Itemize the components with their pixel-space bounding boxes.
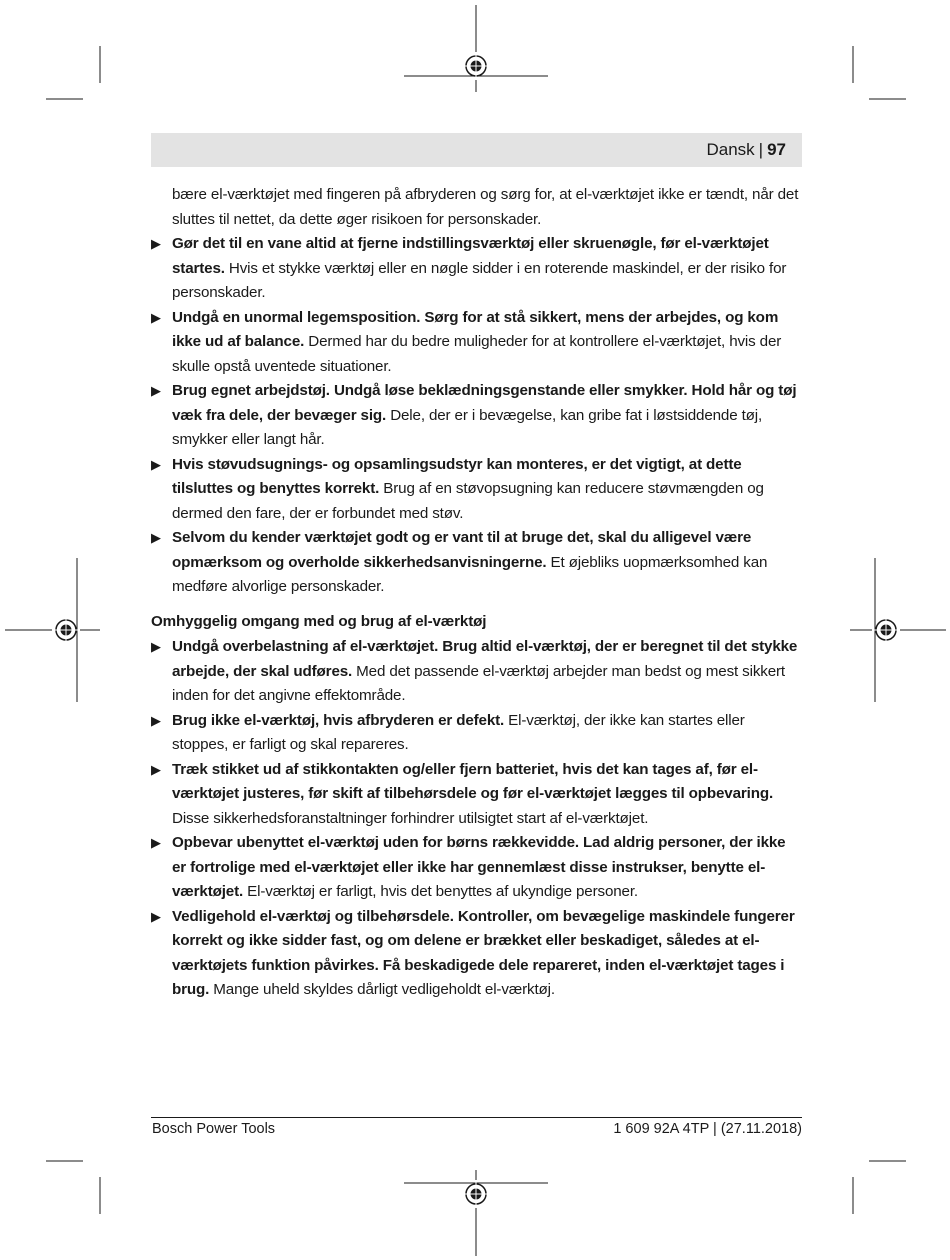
list-item — [151, 635, 802, 709]
triangle-right-icon: ▶ — [151, 530, 161, 545]
intro-continuation: bære el-værktøjet med fingeren på afbryderen og sørg for, at el-værktøjet ikke er tændt, når det sluttes til nettet, da dette øger risikoen for personskader. — [172, 186, 799, 228]
safety-list-a — [151, 232, 802, 600]
item-body-text: Disse sikkerhedsforanstaltninger forhindrer utilsigtet start af el-værktøjet. — [172, 809, 649, 827]
footer-doc-id: 1 609 92A 4TP | (27.11.2018) — [613, 1121, 802, 1137]
item-body-text: El-værktøj, der ikke kan startes eller stoppes, er farligt og skal repareres. — [172, 711, 745, 753]
page-number: 97 — [767, 140, 786, 159]
list-item — [151, 526, 802, 600]
item-bold-text: Brug ikke el-værktøj, hvis afbryderen er defekt. — [172, 711, 505, 729]
triangle-right-icon: ▶ — [151, 456, 161, 472]
page-body — [151, 183, 802, 1003]
triangle-right-icon: ▶ — [151, 908, 161, 924]
list-item — [151, 232, 802, 306]
item-bold-text: Gør det til en vane altid at fjerne indstillingsværktøj eller skruenøgle, før el-værktøjet startes. — [172, 235, 769, 277]
item-body-text: Med det passende el-værktøj arbejder man bedst og mest sikkert inden for det angivne effektområde. — [172, 662, 785, 704]
triangle-right-icon: ▶ — [151, 309, 161, 325]
item-bold-text: Vedligehold el-værktøj og tilbehørsdele. Kontroller, om bevægelige maskindele fungerer korrekt og ikke sidder fast, og om delene er brækket eller beskadiget, således at el-værktøjets funktion påvirkes. Få beskadigede dele repareret, inden el-værktøjet tages i brug. — [172, 907, 795, 998]
triangle-right-icon: ▶ — [151, 639, 161, 654]
list-item — [151, 831, 802, 905]
list-item — [151, 758, 802, 832]
item-bold-text: Hvis støvudsugnings- og opsamlingsudstyr kan monteres, er det vigtigt, at dette tilsluttes og benyttes korrekt. — [172, 455, 742, 497]
item-bold-text: Undgå en unormal legemsposition. Sørg for at stå sikkert, mens der arbejdes, og kom ikke ud af balance. — [172, 308, 779, 350]
triangle-right-icon: ▶ — [151, 236, 161, 251]
list-item — [151, 905, 802, 1003]
footer-brand: Bosch Power Tools — [152, 1121, 276, 1137]
list-item — [151, 379, 802, 453]
item-bold-text: Undgå overbelastning af el-værktøjet. Brug altid el-værktøj, der er beregnet til det stykke arbejde, der skal udføres. — [172, 638, 798, 680]
triangle-right-icon: ▶ — [151, 761, 161, 777]
section-heading: Omhyggelig omgang med og brug af el-værktøj — [151, 612, 487, 630]
item-body-text: El-værktøj er farligt, hvis det benyttes af ukyndige personer. — [243, 883, 638, 900]
registration-mark-icon — [872, 616, 900, 644]
header-separator: | — [758, 140, 764, 159]
item-bold-text: Brug egnet arbejdstøj. Undgå løse beklædningsgenstande eller smykker. Hold hår og tøj væk fra dele, der bevæger sig. — [172, 382, 797, 424]
list-item — [151, 306, 802, 380]
triangle-right-icon: ▶ — [151, 712, 161, 728]
triangle-right-icon: ▶ — [151, 383, 161, 398]
item-body-text: Hvis et stykke værktøj eller en nøgle sidder i en roterende maskindel, er der risiko for personskader. — [172, 259, 787, 301]
item-body-text: Dermed har du bedre muligheder for at kontrollere el-værktøjet, hvis der skulle opstå uventede situationer. — [172, 333, 782, 375]
header-text — [706, 140, 786, 160]
list-item — [151, 709, 802, 758]
item-body-text: Brug af en støvopsugning kan reducere støvmængden og dermed den fare, der er forbundet med støv. — [172, 480, 764, 522]
list-item — [151, 453, 802, 527]
item-bold-text: Opbevar ubenyttet el-værktøj uden for børns rækkevidde. Lad aldrig personer, der ikke er fortrolige med el-værktøjet eller ikke har gennemlæst disse instrukser, benytte el-værktøjet. — [172, 834, 786, 900]
triangle-right-icon: ▶ — [151, 835, 161, 850]
header-language: Dansk — [706, 140, 755, 159]
item-bold-text: Selvom du kender værktøjet godt og er vant til at bruge det, skal du alligevel være opmærksom og overholde sikkerhedsanvisningerne. — [172, 529, 752, 571]
footer-divider — [151, 1117, 802, 1118]
registration-mark-icon — [52, 616, 80, 644]
item-body-text: Et øjebliks uopmærksomhed kan medføre alvorlige personskader. — [172, 553, 768, 595]
item-body-text: Dele, der er i bevægelse, kan gribe fat i løstsiddende tøj, smykker eller langt hår. — [172, 406, 763, 448]
item-bold-text: Træk stikket ud af stikkontakten og/eller fjern batteriet, hvis det kan tages af, før el-værktøjet justeres, før skift af tilbehørsdele og før el-værktøjet lægges til opbevaring. — [172, 760, 774, 802]
registration-mark-icon — [462, 1180, 490, 1208]
safety-list-b — [151, 635, 802, 1003]
item-body-text: Mange uheld skyldes dårligt vedligeholdt el-værktøj. — [209, 981, 555, 998]
page-header — [151, 133, 802, 167]
